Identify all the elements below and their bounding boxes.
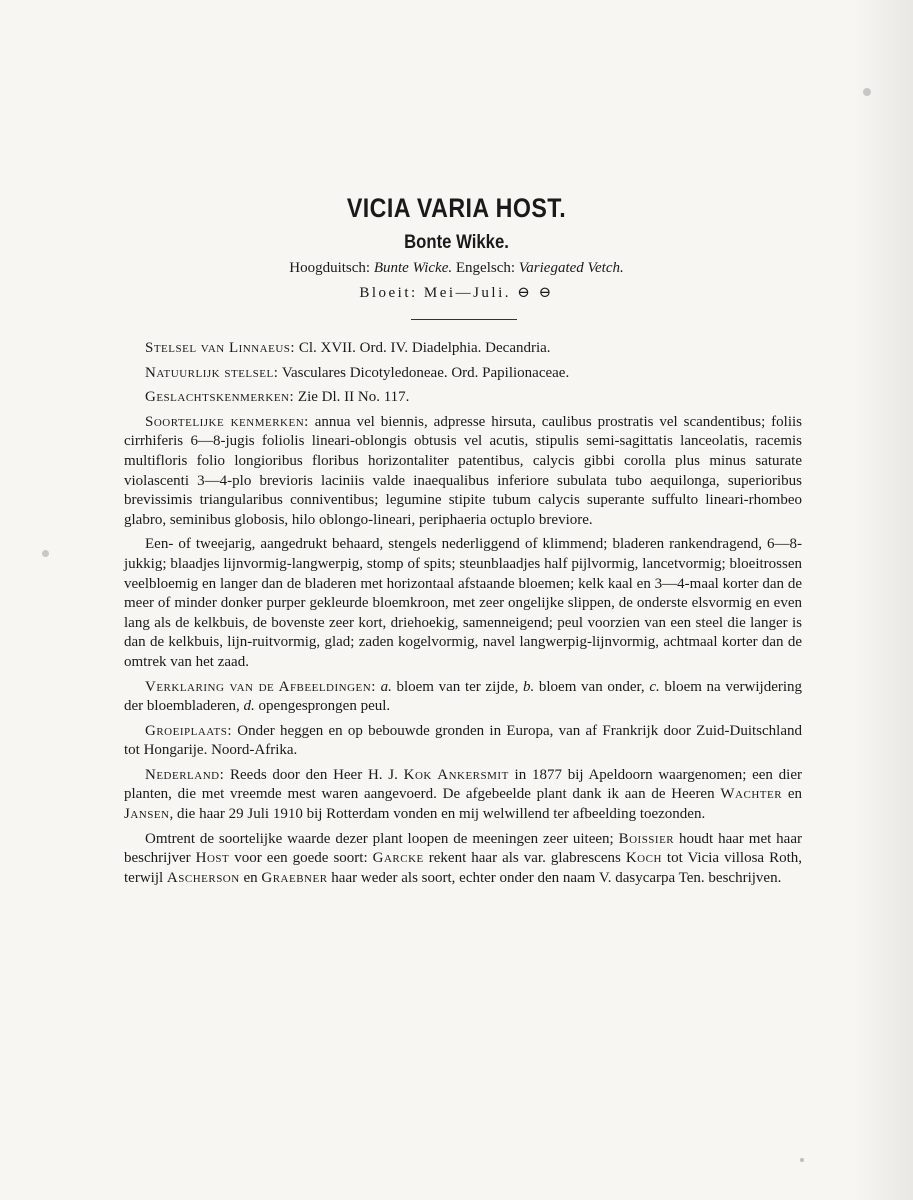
species-characteristics (124, 413, 802, 531)
section-label: Natuurlijk stelsel: (145, 364, 279, 381)
section-text: Cl. XVII. Ord. IV. Diadelphia. Decandria. (295, 340, 551, 356)
person-name: Graebner (261, 869, 328, 886)
section-label: Stelsel van Linnaeus: (145, 340, 296, 356)
section-text: Zie Dl. II No. 117. (294, 389, 410, 406)
section-label: Nederland: (145, 766, 225, 783)
section-text: en (782, 786, 802, 803)
section-text: Onder heggen en op bebouwde gronden in Europa, van af Frankrijk door Zuid-Duitschland tot Hongarije. Noord-Afrika. (124, 722, 802, 759)
genus-characteristics (124, 388, 802, 408)
section-text: bloem van onder, (534, 678, 650, 695)
hoogduitsch-label: Hoogduitsch: (289, 260, 371, 276)
section-label: Verklaring van de Afbeeldingen: (145, 678, 376, 695)
page-title: VICIA VARIA HOST. (346, 193, 567, 223)
section-text: en (239, 869, 262, 886)
section-label: Soortelijke kenmerken: (145, 413, 309, 430)
section-text: , die haar 29 Juli 1910 bij Rotterdam vonden en mij welwillend ter afbeelding toezonden. (169, 806, 706, 823)
title-divider (411, 319, 517, 320)
section-text: bloem na verwijdering der bloembladeren, (124, 678, 803, 715)
person-name: Wachter (720, 786, 783, 803)
person-name: Ascherson (166, 869, 240, 886)
figure-letter: c. (649, 678, 660, 695)
dutch-description: Een- of tweejarig, aangedrukt behaard, stengels nederliggend of klimmend; bladeren rankendragend, 6—8-jukkig; blaadjes lijnvormig-langwerpig, stomp of spits; steunblaadjes half pijlvormig, lancetvormig; bloeitrossen veelbloemig en langer dan de bladeren met horizontaal afstaande bloemen; kelk kaal en 3—4-maal korter dan de meer of minder donker purper gekleurde bloemkroon, met zeer ongelijke slippen, de onderste elsvormig en even lang als de kelkbuis, de bovenste zeer kort, driehoekig, samenneigend; peul voorzien van een steel die langer is dan de kelkbuis, lijn-ruitvormig, glad; zaden kogelvormig, navel langwerpig-lijnvormig, achtmaal korter dan de omtrek van het zaad. (124, 536, 802, 670)
engelsch-label: Engelsch: (455, 260, 516, 276)
section-text: Omtrent de soortelijke waarde dezer plant loopen de meeningen zeer uiteen; (145, 830, 619, 847)
engelsch-name: Variegated Vetch. (518, 260, 624, 276)
section-label: Geslachtskenmerken: (145, 389, 295, 406)
paper-speck (800, 1158, 804, 1162)
person-name: Boissier (618, 830, 675, 847)
paper-speck (42, 550, 49, 557)
linnaeus-system (124, 339, 802, 359)
paper-speck (863, 88, 871, 96)
taxonomic-remarks (124, 830, 802, 889)
figure-letter: d. (243, 698, 255, 715)
figure-letter: b. (522, 678, 535, 695)
section-text: houdt haar met haar beschrijver (124, 830, 802, 867)
section-text: Vasculares Dicotyledoneae. Ord. Papilionaceae. (278, 364, 570, 381)
figure-explanation (124, 678, 802, 717)
hoogduitsch-name: Bunte Wicke. (373, 260, 453, 276)
section-text: opengesprongen peul. (254, 698, 391, 715)
section-text: voor een goede soort: (229, 850, 373, 867)
netherlands-occurrence (124, 766, 802, 825)
common-names-line (0, 260, 913, 277)
person-name: Host (195, 850, 230, 867)
person-name: Jansen (124, 806, 170, 823)
person-name: Koch (625, 850, 662, 867)
description-body (124, 339, 802, 893)
section-text: tot Vicia villosa Roth, terwijl (124, 850, 802, 886)
natural-system (124, 364, 802, 384)
section-text: bloem van ter zijde, (391, 678, 523, 695)
section-text: Reeds door den Heer H. J. (224, 766, 404, 783)
flowering-period: Bloeit: Mei—Juli. ⊖ ⊖ (359, 285, 554, 301)
section-text: haar weder als soort, echter onder den naam V. dasycarpa Ten. beschrijven. (327, 869, 782, 886)
habitat (124, 722, 802, 761)
page-subtitle: Bonte Wikke. (404, 232, 509, 253)
section-text: in 1877 bij Apeldoorn waargenomen; een dier planten, die met vreemde mest waren aangevoerd. De afgebeelde plant dank ik aan de Heeren (124, 766, 802, 803)
figure-letter: a. (380, 678, 392, 695)
page-edge-shadow (853, 0, 913, 1200)
section-label: Groeiplaats: (145, 722, 233, 739)
section-text: annua vel biennis, adpresse hirsuta, caulibus prostratis vel scandentibus; foliis cirrhiferis 6—8-jugis foliolis lineari-oblongis obtusis vel acutis, stipulis semi-sagittatis lanceolatis, racemis multifloris folio longioribus floribus horizontaliter patentibus, calycis gibbi corolla plus minus saturate violascenti 3—4-plo brevioris laciniis valde inaequalibus inferiore subulata tubo aequilonga, superioribus brevissimis triangularibus conniventibus; legumine stipite tubum calycis superante suffulto lineari-rhombeo glabro, seminibus globosis, hilo oblongo-lineari, periphaeria octuplo breviore. (124, 413, 803, 528)
person-name: Kok Ankersmit (403, 766, 509, 783)
person-name: Garcke (372, 850, 424, 867)
section-text: rekent haar als var. glabrescens (423, 850, 626, 867)
